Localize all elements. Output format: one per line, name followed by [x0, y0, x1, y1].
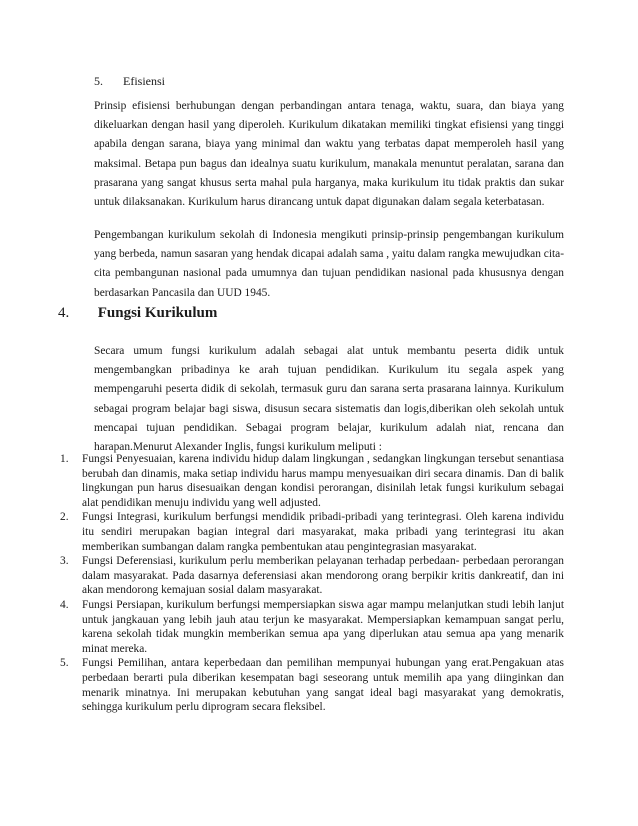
efisiensi-paragraph-1: Prinsip efisiensi berhubungan dengan perbandingan antara tenaga, waktu, suara, dan biaya yang dikeluarkan dengan hasil yang diperoleh. Kurikulum dikatakan memiliki tingkat efisiensi yang tinggi apabila dengan sarana, biaya yang minimal dan waktu yang terbatas dapat memperoleh hasil yang maksimal. Betapa pun bagus dan idealnya suatu kurikulum, manakala menuntut peralatan, sarana dan prasarana yang sangat khusus serta mahal pula harganya, maka kurikulum itu tidak praktis dan sukar untuk dilaksanakan. Kurikulum harus dirancang untuk dapat digunakan dalam segala keterbatasan.: [94, 100, 564, 209]
list-item: [58, 554, 564, 598]
list-item-number: 2.: [60, 511, 69, 524]
section-4-heading: [58, 305, 217, 322]
section-5-title: Efisiensi: [123, 74, 165, 88]
list-item: [58, 598, 564, 656]
list-item: [58, 510, 564, 554]
efisiensi-paragraph-2: Pengembangan kurikulum sekolah di Indonesia mengikuti prinsip-prinsip pengembangan kurikulum yang berbeda, namun sasaran yang hendak dicapai adalah sama , yaitu dalam rangka mewujudkan cita-cita pembangunan nasional pada umumnya dan tujuan pendidikan nasional pada khususnya dengan berdasarkan Pancasila dan UUD 1945.: [94, 229, 564, 299]
list-item-number: 5.: [60, 657, 69, 670]
list-item-number: 1.: [60, 453, 69, 465]
list-item-text: Fungsi Integrasi, kurikulum berfungsi mendidik pribadi-pribadi yang terintegrasi. Oleh karena individu itu sendiri merupakan bagian integral dari masyarakat, maka pribadi yang terintegrasi itu akan memberikan sumbangan dalam rangka pembentukan atau pengintegrasian masyarakat.: [82, 511, 564, 553]
list-item-text: Fungsi Persiapan, kurikulum berfungsi mempersiapkan siswa agar mampu melanjutkan studi lebih lanjut untuk jangkauan yang lebih jauh atau terjun ke masyarakat. Mempersiapkan kemampuan sangat perlu, karena sekolah tidak mungkin memberikan semua apa yang diperlukan atau semua apa yang menarik minat mereka.: [82, 598, 564, 655]
list-item-text: Fungsi Deferensiasi, kurikulum perlu memberikan pelayanan terhadap perbedaan- perbedaan perorangan dalam masyarakat. Pada dasarnya deferensiasi akan mendorong orang berpikir kritis dankreatif, dan ini akan mendorong kemajuan sosial dalam masyarakat.: [82, 555, 564, 597]
list-item-text: Fungsi Penyesuaian, karena individu hidup dalam lingkungan , sedangkan lingkungan tersebut senantiasa berubah dan dinamis, maka setiap individu harus mampu menyesuaikan diri secara dinamis. Dan di balik lingkungan pun harus disesuaikan dengan kondisi perorangan, disinilah letak fungsi kurikulum sebagai alat pendidikan menuju individu yang well adjusted.: [82, 453, 564, 509]
functions-list: [58, 452, 564, 715]
section-4-number: 4.: [58, 305, 70, 321]
section-5-number: 5.: [94, 74, 103, 88]
section-5-heading: [94, 74, 165, 89]
section-4-title: Fungsi Kurikulum: [97, 305, 218, 321]
fungsi-kurikulum-paragraph: Secara umum fungsi kurikulum adalah sebagai alat untuk membantu peserta didik untuk mengembangkan pribadinya ke arah tujuan pendidikan. Kurikulum itu segala aspek yang mempengaruhi peserta didik di sekolah, termasuk guru dan sarana serta prasarana lainnya. Kurikulum sebagai program belajar bagi siswa, disusun secara sistematis dan logis,diberikan oleh sekolah untuk mencapai tujuan pendidikan. Sebagai program belajar, kurikulum adalah niat, rencana dan harapan.Menurut Alexander Inglis, fungsi kurikulum meliputi :: [94, 345, 564, 454]
list-item: [58, 452, 564, 510]
list-item: [58, 656, 564, 714]
list-item-number: 3.: [60, 555, 69, 568]
list-item-number: 4.: [60, 598, 69, 611]
list-item-text: Fungsi Pemilihan, antara keperbedaan dan pemilihan mempunyai hubungan yang erat.Pengakuan atas perbedaan berarti pula diberikan kesempatan bagi seseorang untuk memilih apa yang diinginkan dan menarik minatnya. Ini merupakan kebutuhan yang sangat ideal bagi masyarakat yang demokratis, sehingga kurikulum perlu diprogram secara fleksibel.: [82, 657, 564, 714]
